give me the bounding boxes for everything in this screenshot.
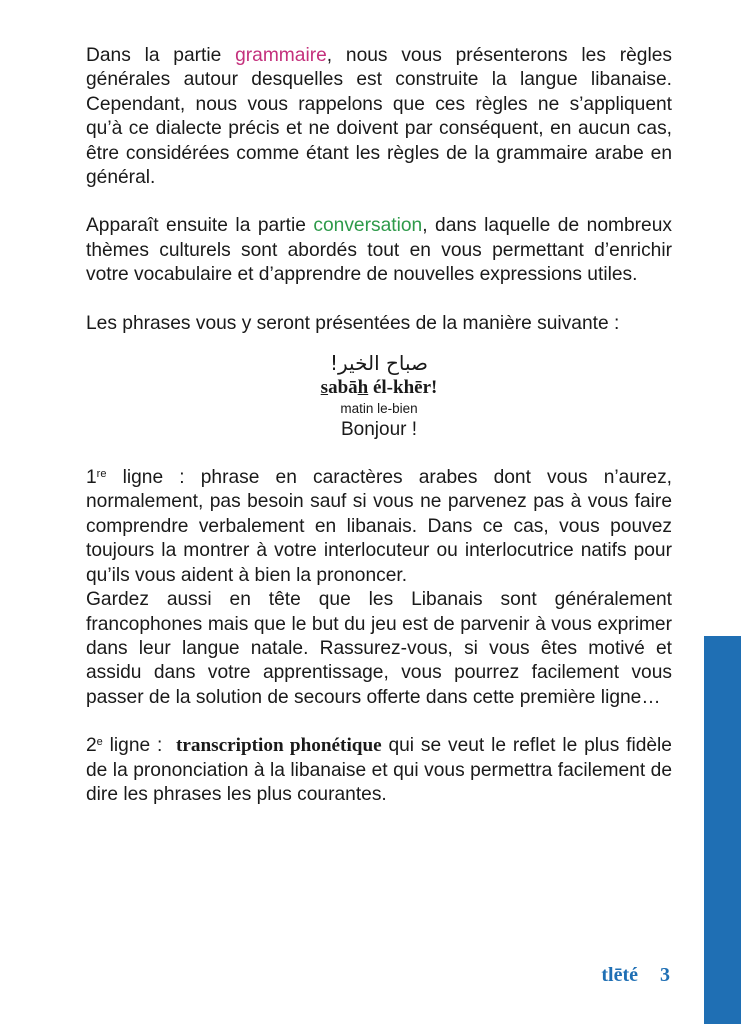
- keyword-transcription: transcription phonétique: [175, 735, 382, 757]
- paragraph-intro-example: Les phrases vous y seront présentées de la manière suivante :: [86, 312, 620, 334]
- page-footer: [520, 964, 670, 987]
- paragraph-conversation: Apparaît ensuite la partie conversation, dans laquelle de nombreux thèmes culturels sont abordés tout en vous permettant d’enrichir votre vocabulaire et d’apprendre de nouvelles expressions utiles.: [86, 215, 672, 286]
- footer-word: tlēté: [601, 964, 638, 986]
- chapter-side-tab: [704, 636, 741, 1024]
- example-arabic: صباح الخير!: [329, 351, 429, 376]
- page-body: [86, 44, 672, 807]
- example-meaning: Bonjour !: [340, 419, 418, 441]
- paragraph-grammaire: Dans la partie grammaire, nous vous présenterons les règles générales autour desquelles est construite la langue libanaise. Cependant, nous vous rappelons que ces règles ne s’appliquent qu’à ce dialecte précis et ne doivent par conséquent, en aucun cas, être considérées comme étant les règles de la grammaire arabe en général.: [86, 45, 672, 189]
- paragraph-line-1: 1re ligne : phrase en caractères arabes dont vous n’aurez, normalement, pas besoin sauf si vous ne parvenez pas à vous faire comprendre verbalement en libanais. Dans ce cas, vous pouvez toujours la montrer à votre interlocuteur ou interlocutrice natifs pour qu’ils vous aident à bien la prononcer.: [86, 467, 672, 586]
- paragraph-gardez: Gardez aussi en tête que les Libanais sont généralement francophones mais que le but du jeu est de parvenir à vous exprimer dans leur langue natale. Rassurez-vous, si vous êtes motivé et assidu dans votre apprentissage, vous pourrez facilement vous passer de la solution de secours offerte dans cette première ligne…: [86, 589, 672, 708]
- keyword-conversation: conversation: [313, 215, 423, 237]
- paragraph-line-2: 2e ligne : transcription phonétique qui se veut le reflet le plus fidèle de la prononciation à la libanaise et qui vous permettra facilement de dire les phrases les plus courantes.: [86, 735, 672, 805]
- page-number: 3: [660, 964, 670, 986]
- example-gloss: matin le-bien: [340, 401, 418, 417]
- example-transliteration: sabāh él-khēr!: [320, 377, 438, 399]
- keyword-grammaire: grammaire: [235, 45, 327, 66]
- example-block: [86, 350, 672, 442]
